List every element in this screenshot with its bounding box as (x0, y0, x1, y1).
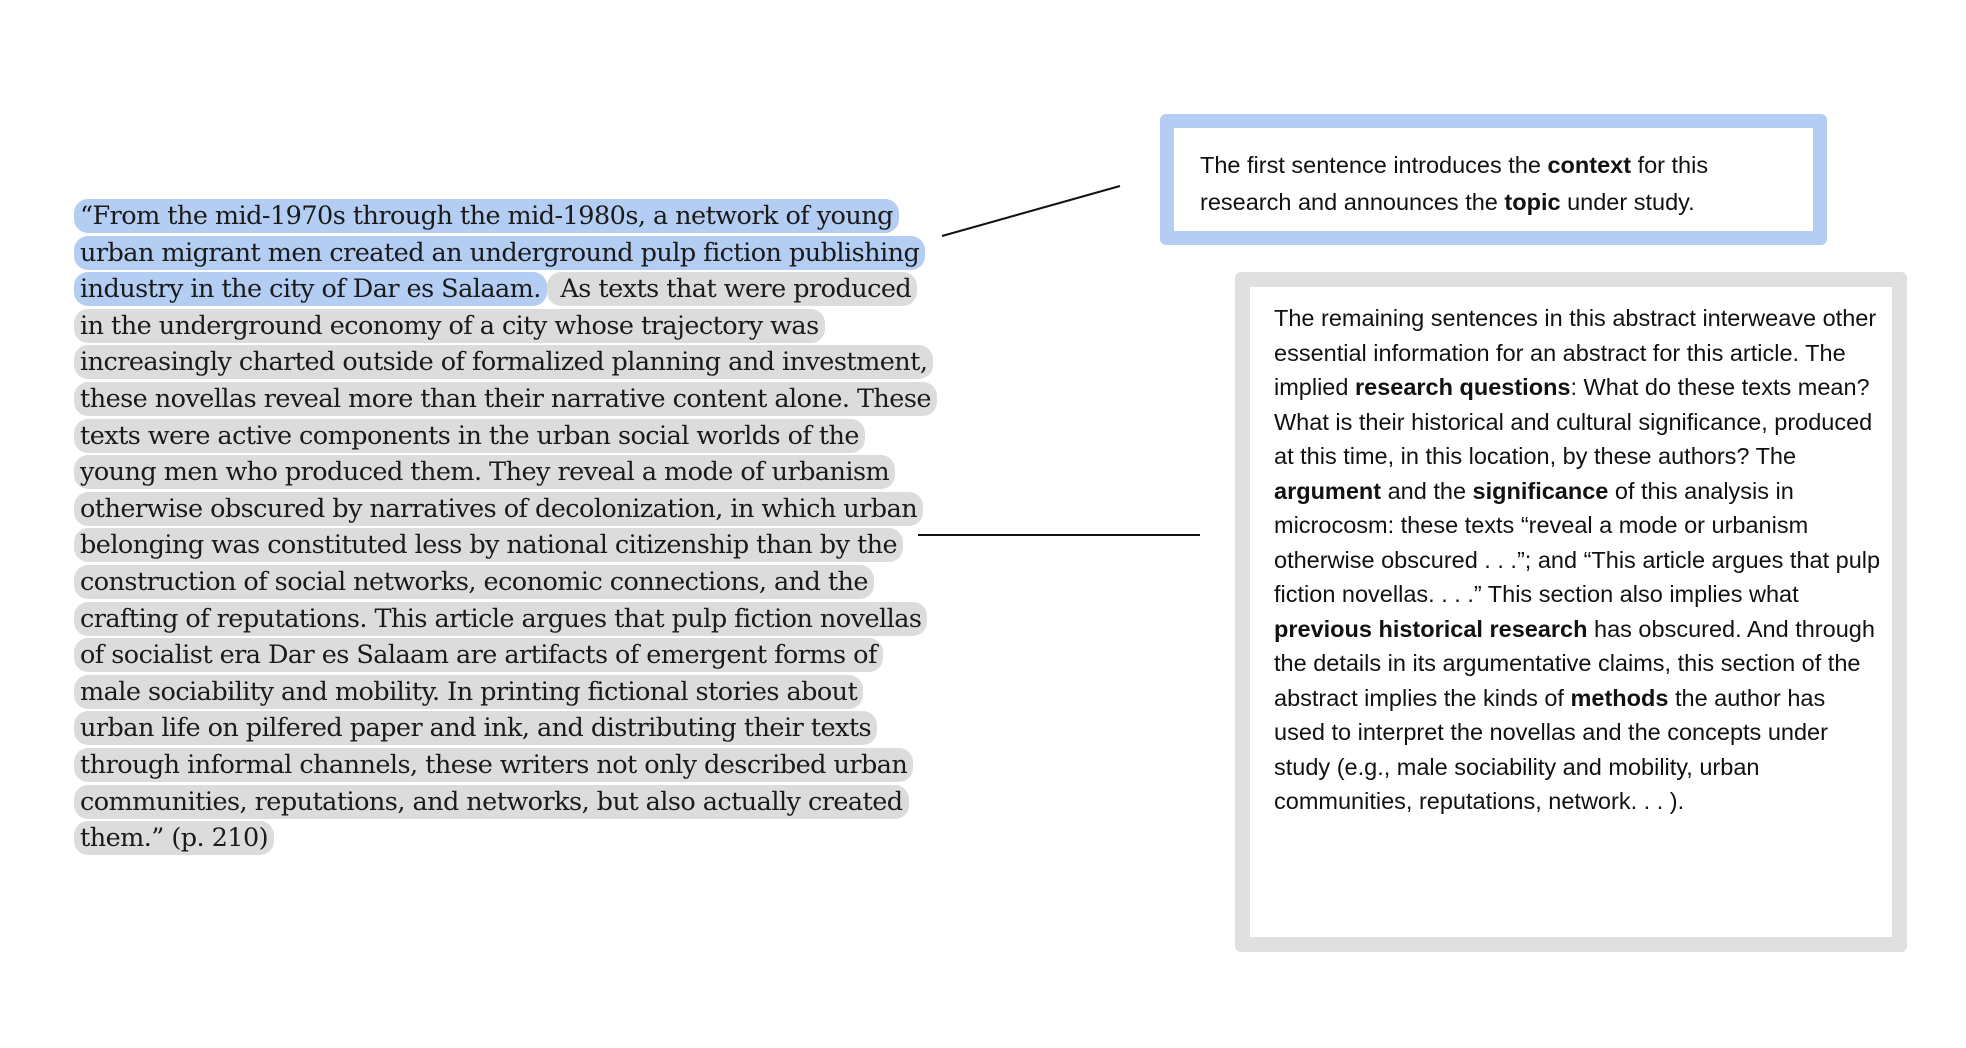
term-topic: topic (1504, 188, 1561, 215)
term-previous-research: previous historical research (1274, 615, 1588, 642)
highlighted-remaining-sentences: As texts that were produced in the underground economy of a city whose trajectory was increasingly charted outside of formalized planning and investment, these novellas reveal more than their narrative content alone. These texts were active components in the urban social worlds of the young men who produced them. They reveal a mode of urbanism otherwise obscured by narratives of decolonization, in which urban belonging was constituted less by national citizenship than by the construction of social networks, economic connections, and the crafting of reputations. This article argues that pulp fiction novellas of socialist era Dar es Salaam are artifacts of emergent forms of male sociability and mobility. In printing fictional stories about urban life on pilfered paper and ink, and distributing their texts through informal channels, these writers not only described urban communities, reputations, and networks, but also actually created them.” (p. 210) (74, 272, 937, 855)
term-significance: significance (1472, 477, 1609, 504)
term-methods: methods (1570, 684, 1669, 711)
leader-line-context (942, 186, 1120, 236)
term-argument: argument (1274, 477, 1382, 504)
highlighted-intro-sentence: “From the mid-1970s through the mid-1980s, a network of young urban migrant men created an underground pulp fiction publishing industry in the city of Dar es Salaam. (74, 199, 925, 306)
term-research-questions: research questions (1354, 374, 1571, 400)
context-annotation-box (1160, 114, 1827, 245)
term-context: context (1547, 152, 1632, 178)
context-annotation-text: The first sentence introduces the context for this research and announces the topic under study. (1200, 152, 1709, 215)
remaining-annotation-box (1235, 272, 1907, 952)
remaining-annotation-text: The remaining sentences in this abstract interweave other essential information for an abstract for this article. The implied research questions: What do these texts mean? What is their historical and cultural significance, produced at this time, in this location, by these authors? The argument and the significance of this analysis in microcosm: these texts “reveal a mode or urbanism otherwise obscured . . .”; and “This article argues that pulp fiction novellas. . . .” This section also implies what previous historical research has obscured. And through the details in its argumentative claims, this section of the abstract implies the kinds of methods the author has used to interpret the novellas and the concepts under study (e.g., male sociability and mobility, urban communities, reputations, network. . . ). (1274, 305, 1881, 814)
